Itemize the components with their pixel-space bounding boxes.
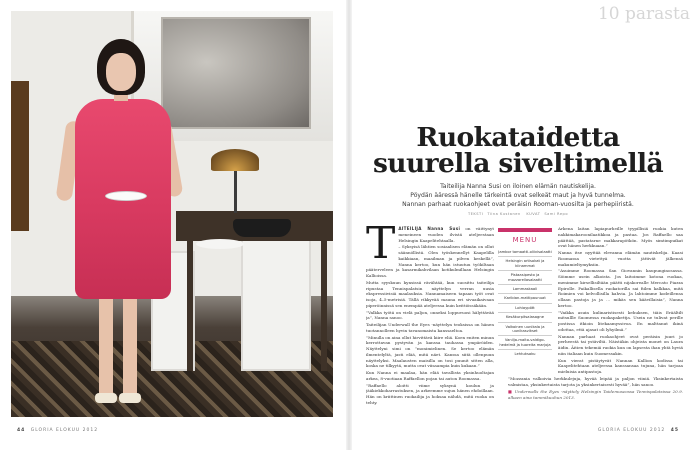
magazine-name-left: GLORIA ELOKUU 2012 bbox=[30, 428, 99, 433]
credit-photo-name: Sami Repo bbox=[544, 212, 569, 216]
article-paragraph: Kun Nanna ei maalaa, hän elää tavallista yksinhuoltajan arkea, 8-vuotiaan Raffaellon pojan tai auton Roomassa. bbox=[366, 370, 494, 381]
photo-person-shoe bbox=[119, 393, 141, 403]
article-column-1 bbox=[366, 226, 494, 422]
photo-lamp bbox=[211, 149, 259, 171]
photo-pot bbox=[233, 219, 291, 237]
photo-person-face bbox=[106, 53, 136, 91]
menu-box bbox=[498, 228, 552, 372]
article-paragraph: ”Raffaello aloitti viime syksynä koulun ja jääkiekkoharrastuksen, ja arkeemme sujuu hänen ehdoillaan. Hän on kriittinen ruokailija ja hoksaa nähdä, mitä ruoka on tehty. bbox=[366, 382, 494, 405]
feature-photo bbox=[11, 11, 333, 417]
article-credits bbox=[372, 212, 664, 217]
section-tag: 10 parasta bbox=[597, 4, 690, 24]
menu-item: Pistaasipesto ja mozzarellasalaatti bbox=[498, 271, 552, 285]
magazine-name-right: GLORIA ELOKUU 2012 bbox=[597, 428, 666, 433]
article-paragraph: ”Vaikka asuin kulinaristisesti kehuksen, tiäis Eräältilt mitsullle Suomessa ruokapakettja. Usein ne tulivat perille postissa itkioin litekaamyssivoa. En malttanut ikinä odottaa, että ajasat oli lyhyilmä.” bbox=[558, 309, 683, 332]
folio-right bbox=[598, 428, 682, 433]
lead-in: AITEILIJA Nanna Susi bbox=[398, 226, 461, 231]
page-number-right: 45 bbox=[670, 428, 679, 433]
article-paragraph: Kun vierat pistäytyvät Nannan Kallion kodissa tai Kaapelitehtaan ateljeessa kanssansaa tujuna, hän tarjoaa mieluisia antipastoja. bbox=[558, 357, 683, 374]
menu-item: Valkoinen uunikala ja uunikasvikset bbox=[498, 323, 552, 337]
headline-line-2: suurella siveltimellä bbox=[372, 148, 664, 179]
standfirst-line-1: Taiteilija Nanna Susi on iloinen elämän nautiskelija. bbox=[440, 183, 596, 190]
photo-chair bbox=[241, 221, 311, 371]
photo-plate bbox=[105, 191, 147, 201]
article-paragraph: ”Mozzania valkoivia herkkulejuja, hyvää leipää ja paljon viiniä. Yksinkertaista valmistaa, yksinkertaista tarjota ja yksinkertaisesti hyvää”, hän sanoo. bbox=[508, 375, 683, 387]
folio-left bbox=[14, 428, 98, 433]
drop-cap: T bbox=[366, 226, 396, 269]
article-paragraph: ”Valkka työtä on vielä paljon, onneksi loppuvuosi hälyttävää ja”, Nanna sanoo. bbox=[366, 309, 494, 321]
menu-title: MENU bbox=[512, 236, 538, 244]
menu-item: Lehtuksaku bbox=[514, 352, 536, 357]
photo-person-shoe bbox=[95, 393, 117, 403]
credit-photo-label: KUVAT bbox=[526, 212, 541, 216]
photo-shelf bbox=[11, 81, 29, 231]
photo-painting bbox=[161, 17, 311, 129]
photo-lamp-stem bbox=[234, 171, 237, 213]
article-paragraph: Nanna itse nyyttää elevanna elämän nautiskelija. Kaasi Roomassa vietettyä vuotta jättivät jälkensä makumieltymyksiin. bbox=[558, 250, 683, 267]
article-headline bbox=[368, 122, 668, 179]
menu-item: Lammaskaali bbox=[498, 285, 552, 294]
menu-item: Kesäkurpitsalasagne bbox=[498, 313, 552, 322]
menu-accent-bar bbox=[498, 228, 552, 232]
page-gutter bbox=[346, 0, 352, 450]
photo-dish bbox=[196, 239, 244, 249]
menu-item: Vanilja-maito-valdigo-hedelmä ja tuoreita marjoja bbox=[498, 336, 552, 350]
article-standfirst bbox=[372, 182, 664, 210]
credit-text-label: TEKSTI bbox=[467, 212, 484, 216]
page-number-left: 44 bbox=[17, 428, 26, 433]
credit-text-name: Tiina Kustanen bbox=[487, 212, 521, 216]
article-paragraph: Mutta syyskuun kynsissä rävähtää, kun suosittu taiteilija ripustaa Tennispalatsin näyttelyn verran uusia ekspressiivisiä maalauksia. Nannamaiseen tapaan työt ovat isoja, 4–5-metrisiä. Tällä rikkyvää mauna eri sivuaikaivaan piperöinnissä sen enempää ateljeessa kuin keittiössäkään. bbox=[366, 279, 494, 308]
article-paragraph: ”Minulla on aina ollut hirvittävä kiire eliä. Koen eniten minun kerrottavan pystyvän ja kanssa tauhassa ympäröiden. Näyttelyni simi on ”monimielinen. Se kertoo elämän ilmentelyltä, jasti elää, mitä näet. Kanssa siitä ollenpuun näyttelyksi. Maalausten maisilla on tosi puunit sitten alla, koska ne tilkyytä, mutta ovat viisaampia kuin kukaan.” bbox=[366, 334, 494, 369]
menu-item: Helsingin artisokat ja kiinammat bbox=[498, 257, 552, 271]
menu-item: Karibian-mattipaunuat bbox=[498, 294, 552, 303]
headline-line-1: Ruokataidetta bbox=[416, 122, 620, 153]
paragraph-text: on väittynyt meneineen vuoden ilvistä ateljeestaan Helsingin Kaapelitehtaalla. bbox=[398, 226, 494, 243]
standfirst-line-3: Nannan parhaat ruokaohjeet ovat peräisin Rooman-vuosilta ja perhepiiristä. bbox=[402, 201, 634, 209]
photo-table-leg bbox=[187, 241, 193, 371]
article-paragraph: Nannan parhaat ruokaohjeet ovat peräisin juuri jo perheestä tai ystäviltä. Näistäkin ohjeista monet on Laura äidin. Äitien tekemiä ruokia kun on lapsesta ihan yhtä hyviä niin italiaan kuin Suomessakin. bbox=[558, 333, 683, 356]
article-paragraph: ”Asuimme Roomassa San Giovannin kaupunginosassa. Söimme usein alkoista. Jos laitoimme kotona ruokaa, menimme kirsellisiltään päätti nijakorealle Mercato Piazza Epirolle. Paikallisella ruokatorilla sai fiilen kalkkaa, mitä Roimien voi kelvollisilla kahvia. Ja lahtoimme kodeillensa ollaan pastoja ja ja … mikäs sen käävillaisia”, Nanna kertoo. bbox=[558, 268, 683, 308]
standfirst-line-2: Pöydän ääressä hänelle tärkeintä ovat selkeät maut ja hyvä tunnelma. bbox=[410, 192, 626, 200]
photo-person-leg bbox=[123, 297, 137, 397]
menu-item: Jambor tomaatti-oliivisalaatti bbox=[498, 248, 552, 257]
menu-item: Lohiaypött bbox=[498, 304, 552, 313]
photo-person-leg bbox=[99, 297, 113, 397]
exhibition-note: ■ Underwalls the Eyes -näyttely Helsingin Taidemuseossa Tennispalatsissa 20.9. alkaen aina tammikuuhun 2013. bbox=[508, 389, 683, 401]
article-paragraph: Taiteilijan Underwall the Eyes -näyttelyn teoksissa on hänen tuotannolleen hyvin tavanomaista kanssaeltoa. bbox=[366, 322, 494, 333]
article-paragraph: Arkena laitan lapiapurheille tyypillisiä ruokia kuten nakkimakaroonilaatikkoa ja pastaa. Jos Raffaello saa päättää, pastatarne makkarapötkön. Myös simtimpuikat ovat hänen herkkuaan.” bbox=[558, 226, 683, 249]
photo-table-leg bbox=[321, 241, 327, 371]
article-paragraph: – Syksyisä lähtien sosiaalisen elämän on ollut säännöllistä. Olen työskennellyt Kaapelilla kaikkiaan, maailman ja pilven keskellä”, Nanna kertoo, kun hän istuutuu työkiltaan pääterveleen ja kasarmikahvilaan kotikulmillaan Helsingin Kallioissa. bbox=[366, 244, 494, 278]
